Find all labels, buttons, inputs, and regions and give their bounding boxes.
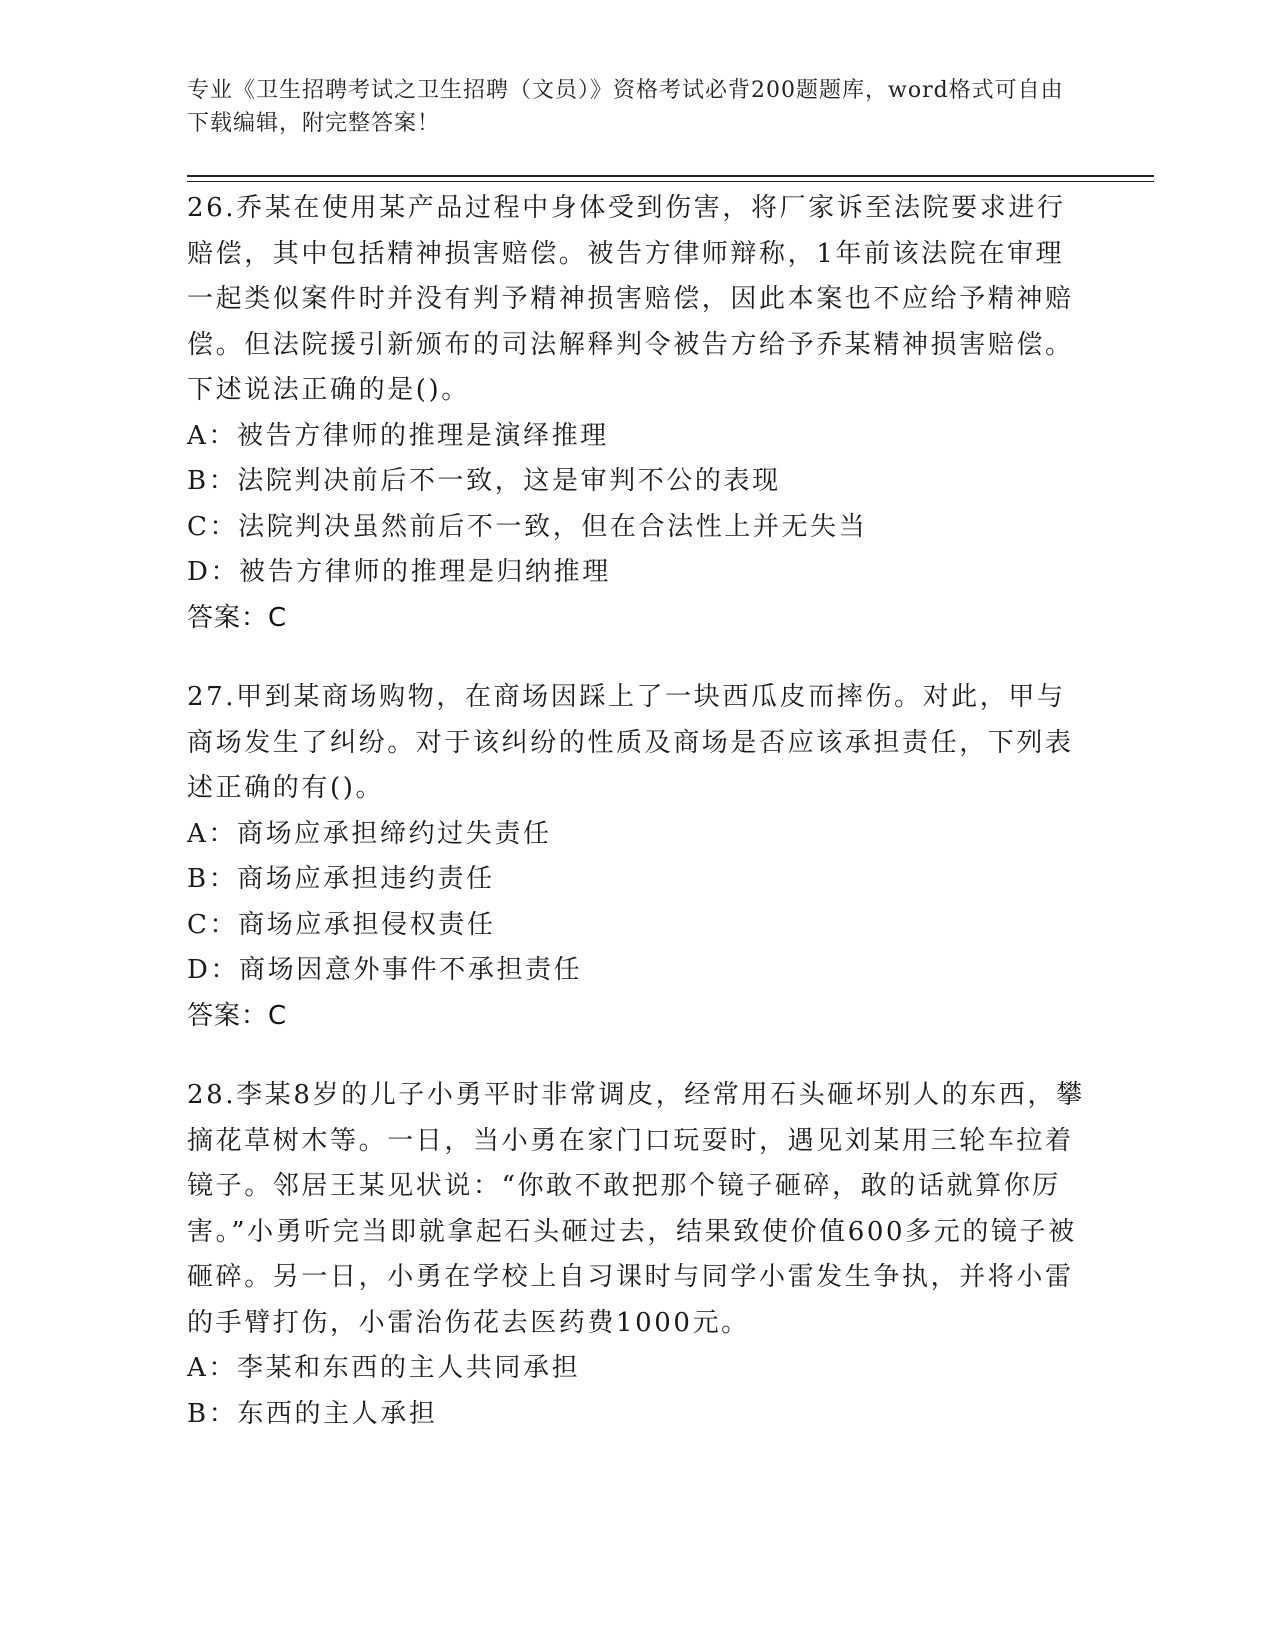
option-b: B：商场应承担违约责任 xyxy=(187,864,495,894)
answer-line: 答案：C xyxy=(187,602,288,633)
option-c: C：商场应承担侵权责任 xyxy=(187,909,496,940)
question-text: 26.乔某在使用某产品过程中身体受到伤害，将厂家诉至法院要求进行赔偿，其中包括精神损害赔偿。被告方律师辩称，1年前该法院在审理一起类似案件时并没有判予精神损害赔偿，因此本案也不应给予精神赔偿。但法院援引新颁布的司法解释判令被告方给予乔某精神损害赔偿。下述说法正确的是()。 xyxy=(187,193,1074,405)
question-27 xyxy=(187,675,1087,1039)
option-d: D：被告方律师的推理是归纳推理 xyxy=(187,557,611,587)
option-a: A：李某和东西的主人共同承担 xyxy=(187,1353,581,1383)
option-c: C：法院判决虽然前后不一致，但在合法性上并无失当 xyxy=(187,511,868,542)
option-a: A：被告方律师的推理是演绎推理 xyxy=(187,420,609,451)
question-26 xyxy=(187,186,1087,641)
header-divider-thick xyxy=(187,175,1154,177)
document-header: 专业《卫生招聘考试之卫生招聘（文员）》资格考试必背200题题库，word格式可自由下载编辑，附完整答案！ xyxy=(187,78,1064,136)
option-b: B：法院判决前后不一致，这是审判不公的表现 xyxy=(187,466,781,496)
question-text: 28.李某8岁的儿子小勇平时非常调皮，经常用石头砸坏别人的东西，攀摘花草树木等。一日，当小勇在家门口玩耍时，遇见刘某用三轮车拉着镜子。邻居王某见状说：“你敢不敢把那个镜子砸碎，敢的话就算你厉害。”小勇听完当即就拿起石头砸过去，结果致使价值600多元的镜子被砸碎。另一日，小勇在学校上自习课时与同学小雷发生争执，并将小雷的手臂打伤，小雷治伤花去医药费1000元。 xyxy=(187,1080,1085,1338)
answer-line: 答案：C xyxy=(187,1000,288,1031)
option-a: A：商场应承担缔约过失责任 xyxy=(187,818,552,849)
option-b: B：东西的主人承担 xyxy=(187,1398,438,1429)
question-text: 27.甲到某商场购物，在商场因踩上了一块西瓜皮而摔伤。对此，甲与商场发生了纠纷。对于该纠纷的性质及商场是否应该承担责任，下列表述正确的有()。 xyxy=(187,682,1074,803)
option-d: D：商场因意外事件不承担责任 xyxy=(187,955,583,985)
header-divider-thin xyxy=(187,181,1154,182)
question-list xyxy=(187,186,1087,1471)
question-28 xyxy=(187,1073,1087,1437)
